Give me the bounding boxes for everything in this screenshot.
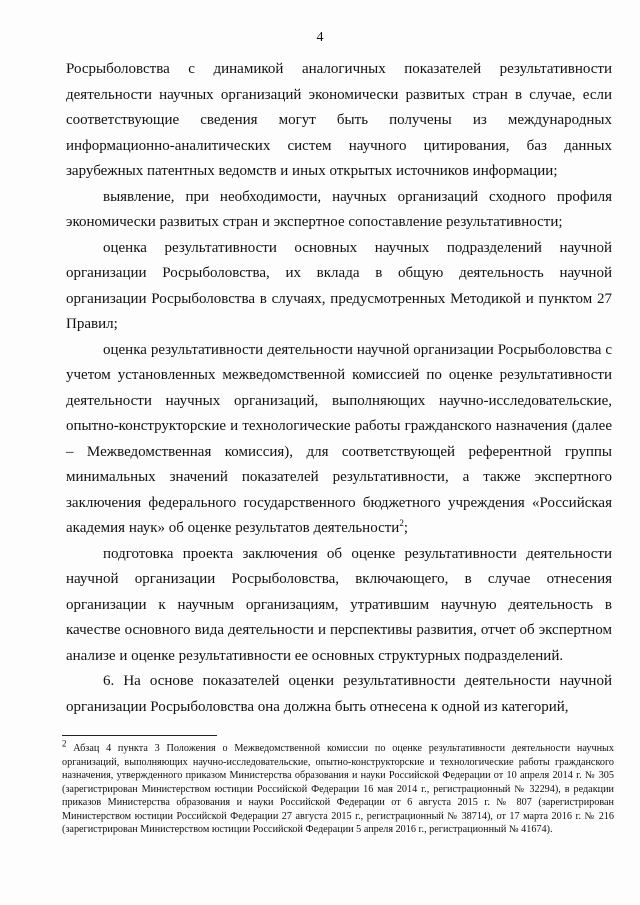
body-text bbox=[66, 57, 612, 720]
paragraph-1: Росрыболовства с динамикой аналогичных показателей результативности деятельности научных организаций экономически развитых стран в случае, если соответствующие сведения могут быть получены из международных информационно-аналитических систем научного цитирования, баз данных зарубежных патентных ведомств и иных открытых источников информации; bbox=[66, 61, 612, 179]
footnote-separator bbox=[62, 735, 217, 736]
footnote-mark: 2 bbox=[62, 738, 67, 749]
footnote bbox=[62, 738, 614, 837]
footnote-text: Абзац 4 пункта 3 Положения о Межведомственной комиссии по оценке результативности деятельности научных организаций, выполняющих научно-исследовательские, опытно-конструкторские и технологические работы гражданского назначения, утвержденного приказом Министерства образования и науки Российской Федерации от 10 апреля 2014 г. № 305 (зарегистрирован Министерством юстиции Российской Федерации 16 мая 2014 г., регистрационный № 32294), в редакции приказов Министерства образования и науки Российской Федерации от 6 августа 2015 г. № 807 (зарегистрирован Министерством юстиции Российской Федерации 27 августа 2015 г., регистрационный № 38714), от 17 марта 2016 г. № 216 (зарегистрирован Министерством юстиции Российской Федерации 5 апреля 2016 г., регистрационный № 41674). bbox=[62, 743, 614, 835]
footnote-paragraph bbox=[62, 738, 614, 837]
paragraph-6: 6. На основе показателей оценки результативности деятельности научной организации Росрыболовства она должна быть отнесена к одной из категорий, bbox=[66, 673, 612, 715]
paragraph-4 bbox=[66, 338, 612, 542]
paragraph-2: выявление, при необходимости, научных организаций сходного профиля экономически развитых стран и экспертное сопоставление результативности; bbox=[66, 188, 612, 230]
paragraph-3: оценка результативности основных научных подразделений научной организации Росрыболовства, их вклада в общую деятельность научной организации Росрыболовства в случаях, предусмотренных Методикой и пунктом 27 Правил; bbox=[66, 239, 612, 332]
page-number: 4 bbox=[316, 30, 324, 45]
footnote-reference[interactable]: 2 bbox=[399, 518, 404, 528]
paragraph-4-text: оценка результативности деятельности научной организации Росрыболовства с учетом установленных межведомственной комиссией по оценке результативности деятельности научных организаций, выполняющих научно-исследовательские, опытно-конструкторские и технологические работы гражданского назначения (далее – Межведомственная комиссия), для соответствующей референтной группы минимальных значений показателей результативности, а также экспертного заключения федерального государственного бюджетного учреждения «Российская академия наук» об оценке результатов деятельности bbox=[66, 341, 612, 536]
paragraph-5: подготовка проекта заключения об оценке результативности деятельности научной организации Росрыболовства, включающего, в случае отнесения организации к научным организациям, утратившим научную деятельность в качестве основного вида деятельности и перспективы развития, отчет об экспертном анализе и оценке результативности ее основных структурных подразделений. bbox=[66, 545, 612, 664]
paragraph-4-tail: ; bbox=[403, 520, 408, 536]
